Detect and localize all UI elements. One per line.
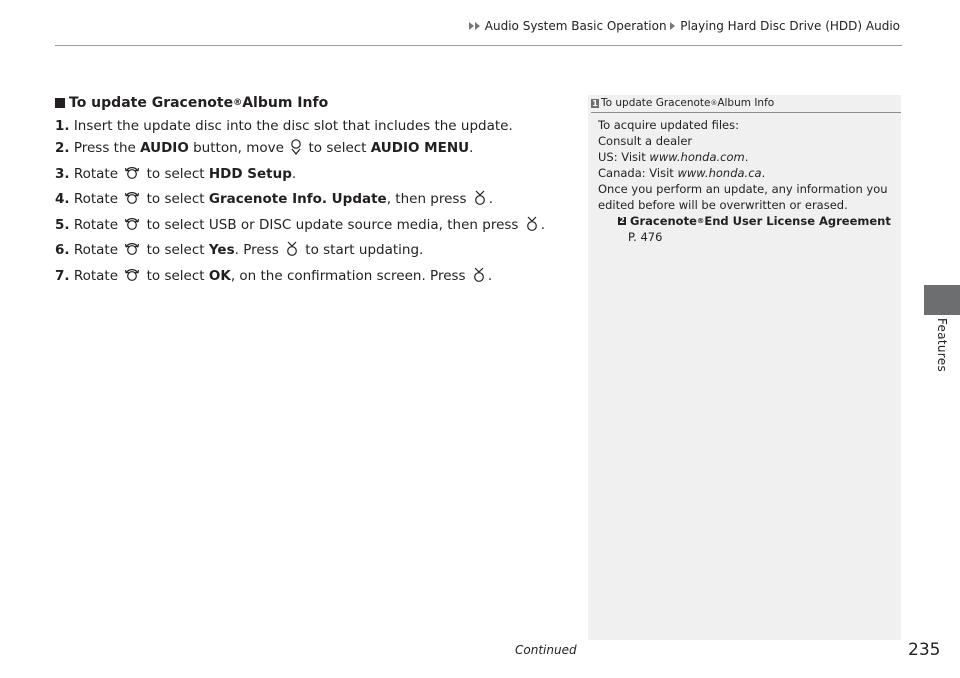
step-text: button, move [188, 140, 289, 156]
section-heading: To update Gracenote ® Album Info [55, 92, 575, 115]
step-5 [55, 214, 575, 240]
interface-dial-rotate-icon [124, 267, 140, 291]
breadcrumb-arrow-icon [475, 22, 480, 30]
header-divider [55, 45, 902, 46]
step-text: Press the [73, 140, 141, 156]
step-text: Rotate [73, 242, 123, 258]
gracenote-update-label: Gracenote Info. Update [208, 191, 387, 207]
interface-dial-move-icon [290, 139, 302, 163]
note-text: US: Visit [598, 150, 650, 164]
reference-text-rest: End User License Agreement [704, 214, 891, 228]
step-text: Rotate [73, 165, 123, 182]
note-line: Once you perform an update, any information you [598, 182, 888, 196]
step-number: 5. [55, 216, 70, 233]
step-text: to select [142, 242, 209, 258]
note-line-canada [598, 165, 893, 181]
interface-dial-rotate-icon [124, 241, 140, 265]
step-number: 1. [55, 117, 70, 134]
step-text: . Press [234, 242, 284, 258]
note-title: 1 To update Gracenote ® Album Info [591, 97, 901, 113]
step-text: Rotate [73, 191, 123, 207]
step-7 [55, 265, 575, 291]
step-text: Rotate [73, 267, 123, 284]
interface-dial-press-icon [525, 216, 539, 240]
step-2 [55, 137, 575, 163]
breadcrumb-arrow-icon [469, 22, 474, 30]
step-3 [55, 163, 575, 189]
step-text: . [540, 216, 546, 233]
license-agreement-reference[interactable]: 2 Gracenote ® End User License Agreement [619, 214, 891, 228]
step-text: to select [142, 165, 209, 182]
note-line: Consult a dealer [598, 134, 693, 148]
reference-page[interactable]: P. 476 [628, 230, 663, 244]
page-number: 235 [908, 640, 941, 660]
hdd-setup-label: HDD Setup [208, 165, 292, 182]
interface-dial-rotate-icon [124, 216, 140, 240]
note-sidebar [588, 95, 901, 640]
step-text: to start updating. [301, 242, 424, 258]
step-number: 2. [55, 140, 70, 156]
step-text: . [487, 267, 493, 284]
step-text: . [469, 140, 474, 156]
step-text: Insert the update disc into the disc slot that includes the update. [73, 117, 513, 134]
interface-dial-rotate-icon [124, 165, 140, 189]
reference-arrow-icon: 2 [619, 216, 625, 225]
audio-menu-label: AUDIO MENU [370, 140, 470, 156]
step-text: , on the confirmation screen. Press [230, 267, 470, 284]
note-title-text: To update Gracenote [601, 97, 711, 109]
note-text: Canada: Visit [598, 166, 678, 180]
step-1 [55, 115, 575, 138]
step-text: to select USB or DISC update source media, then press [142, 216, 523, 233]
step-text: to select [142, 267, 209, 284]
ok-label: OK [208, 267, 231, 284]
chapter-tab-label[interactable] [924, 310, 960, 380]
reference-text: Gracenote [630, 214, 697, 228]
note-title-rest: Album Info [717, 97, 775, 109]
step-text: , then press [386, 191, 471, 207]
breadcrumb-arrow-icon [670, 22, 675, 30]
chapter-tab-text: Features [935, 318, 949, 372]
continued-label: Continued [515, 643, 577, 657]
note-line-us [598, 149, 893, 165]
step-number: 3. [55, 165, 70, 182]
section-heading-text: To update Gracenote [69, 95, 234, 111]
step-text: . [291, 165, 297, 182]
interface-dial-rotate-icon [124, 190, 140, 214]
note-number-icon: 1 [592, 98, 598, 108]
step-number: 7. [55, 267, 70, 284]
breadcrumb-item-hdd-audio[interactable]: Playing Hard Disc Drive (HDD) Audio [680, 19, 900, 33]
step-6 [55, 239, 575, 265]
step-text: Rotate [73, 216, 123, 233]
audio-button-label: AUDIO [140, 140, 189, 156]
step-4 [55, 188, 575, 214]
step-text: . [488, 191, 494, 207]
note-body [598, 117, 893, 245]
note-line: To acquire updated files: [598, 118, 739, 132]
interface-dial-press-icon [285, 241, 299, 265]
section-heading-rest: Album Info [242, 95, 329, 111]
interface-dial-press-icon [473, 190, 487, 214]
note-line: edited before will be overwritten or erased. [598, 198, 848, 212]
main-content [55, 92, 575, 290]
breadcrumb [469, 19, 900, 33]
note-text: . [761, 166, 766, 180]
step-number: 4. [55, 191, 70, 207]
heading-square-icon [55, 98, 65, 108]
note-text: . [744, 150, 749, 164]
honda-ca-link[interactable]: www.honda.ca [677, 166, 762, 180]
breadcrumb-item-audio-basic[interactable]: Audio System Basic Operation [484, 19, 667, 33]
honda-us-link[interactable]: www.honda.com [649, 150, 745, 164]
step-text: to select [142, 191, 209, 207]
yes-label: Yes [208, 242, 235, 258]
interface-dial-press-icon [472, 267, 486, 291]
step-number: 6. [55, 242, 70, 258]
step-text: to select [304, 140, 371, 156]
